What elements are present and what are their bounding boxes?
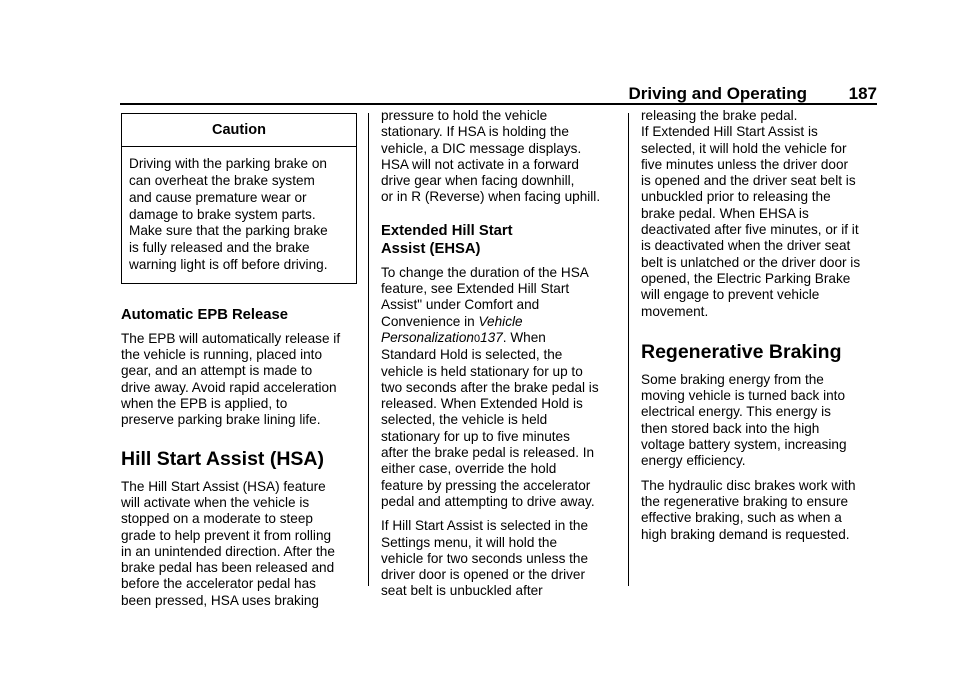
text-line: before the accelerator pedal has <box>121 576 316 592</box>
text-line: Standard Hold is selected, the <box>381 347 563 363</box>
text-line: two seconds after the brake pedal is <box>381 379 599 395</box>
heading-regenerative-braking: Regenerative Braking <box>641 340 842 363</box>
caution-line: damage to brake system parts. <box>129 206 316 222</box>
text-line: after the brake pedal is released. In <box>381 445 595 461</box>
column-3 <box>641 108 881 551</box>
text-line: releasing the brake pedal. <box>641 108 798 123</box>
text-line: five minutes unless the driver door <box>641 156 849 172</box>
text-line: energy efficiency. <box>641 453 746 469</box>
text-line: If Extended Hill Start Assist is <box>641 124 818 140</box>
text-line: deactivated after five minutes, or if it <box>641 222 859 238</box>
text-line: pedal and attempting to drive away. <box>381 493 595 509</box>
text-line: either case, override the hold <box>381 461 557 477</box>
text-line: If Hill Start Assist is selected in the <box>381 518 589 534</box>
text-line: To change the duration of the HSA <box>381 264 589 280</box>
text-line: or in R (Reverse) when facing uphill. <box>381 189 601 205</box>
text-line <box>381 314 621 330</box>
text-line: opened, the Electric Parking Brake <box>641 270 851 286</box>
text-line: gear, and an attempt is made to <box>121 363 313 379</box>
caution-line: is fully released and the brake <box>129 240 310 256</box>
text-line: HSA will not activate in a forward <box>381 156 579 172</box>
text-line: drive gear when facing downhill, <box>381 173 575 189</box>
hsa-paragraph <box>121 479 357 609</box>
text-line: unbuckled prior to releasing the <box>641 189 831 205</box>
vehicle-personalization-link[interactable]: Personalization <box>381 329 474 345</box>
page-number: 187 <box>848 84 877 103</box>
vehicle-personalization-link[interactable]: Vehicle <box>478 313 523 329</box>
text-line: electrical energy. This energy is <box>641 404 831 420</box>
text-line: vehicle for two seconds unless the <box>381 550 589 566</box>
column-divider-left <box>368 113 369 586</box>
text-line: when the EPB is applied, to <box>121 396 288 412</box>
regen-paragraph-1 <box>641 372 881 470</box>
text-line: brake pedal. When EHSA is <box>641 205 809 221</box>
page-reference-link[interactable]: 137 <box>480 329 503 345</box>
text-line: selected, it will hold the vehicle for <box>641 140 847 156</box>
text-line: brake pedal has been released and <box>121 560 335 576</box>
text-line: the vehicle is running, placed into <box>121 347 323 363</box>
caution-line: and cause premature wear or <box>129 189 307 205</box>
text-line: Settings menu, it will hold the <box>381 534 558 550</box>
text-line: feature by pressing the accelerator <box>381 477 591 493</box>
caution-line: warning light is off before driving. <box>129 257 328 273</box>
text-line: seat belt is unbuckled after <box>381 583 543 599</box>
text-line: voltage battery system, increasing <box>641 437 847 453</box>
text-line: vehicle, a DIC message displays. <box>381 140 582 156</box>
text-line: then stored back into the high <box>641 420 820 436</box>
text-line: in an unintended direction. After the <box>121 543 335 559</box>
text-line: preserve parking brake lining life. <box>121 412 321 428</box>
text-line: will engage to prevent vehicle <box>641 287 820 303</box>
text-line: pressure to hold the vehicle <box>381 108 548 123</box>
text-line: is opened and the driver seat belt is <box>641 173 856 189</box>
epb-paragraph <box>121 331 357 429</box>
text-line: selected, the vehicle is held <box>381 412 548 428</box>
ehsa-paragraph-2 <box>381 518 621 599</box>
heading-hill-start-assist: Hill Start Assist (HSA) <box>121 447 324 470</box>
caution-title: Caution <box>122 114 356 147</box>
text-line <box>381 330 621 347</box>
text-line: The hydraulic disc brakes work with <box>641 477 856 493</box>
text-line: vehicle is held stationary for up to <box>381 363 583 379</box>
column-2 <box>381 108 621 600</box>
text-line: stopped on a moderate to steep <box>121 511 313 527</box>
ehsa-paragraph-2-continued <box>641 108 881 320</box>
text-line: released. When Extended Hold is <box>381 396 583 412</box>
text-line: the regenerative braking to ensure <box>641 493 849 509</box>
text-line: Some braking energy from the <box>641 371 824 387</box>
caution-line: can overheat the brake system <box>129 173 315 189</box>
heading-extended-hill-start-assist <box>381 222 621 258</box>
text-line: moving vehicle is turned back into <box>641 388 846 404</box>
text-line: feature, see Extended Hill Start <box>381 281 570 297</box>
heading-automatic-epb-release: Automatic EPB Release <box>121 306 288 323</box>
text-line: stationary. If HSA is holding the <box>381 124 569 140</box>
text-line: The EPB will automatically release if <box>121 330 341 346</box>
hsa-paragraph-continued <box>381 108 621 206</box>
section-title: Driving and Operating <box>628 84 807 103</box>
text-line: drive away. Avoid rapid acceleration <box>121 379 337 395</box>
text-line: will activate when the vehicle is <box>121 494 310 510</box>
text-fragment: . When <box>502 329 546 345</box>
heading-line: Assist (EHSA) <box>381 240 481 257</box>
text-fragment: Convenience in <box>381 313 479 329</box>
regen-paragraph-2 <box>641 478 881 543</box>
header-rule <box>120 103 877 105</box>
heading-line: Extended Hill Start <box>381 222 513 239</box>
text-line: driver door is opened or the driver <box>381 567 586 583</box>
text-line: movement. <box>641 303 709 319</box>
text-line: belt is unlatched or the driver door is <box>641 254 861 270</box>
page-header <box>120 84 877 104</box>
caution-body <box>122 147 356 283</box>
text-line: been pressed, HSA uses braking <box>121 592 319 608</box>
text-line: stationary for up to five minutes <box>381 428 570 444</box>
page-reference-icon: 0 <box>473 332 481 345</box>
caution-box <box>121 113 357 284</box>
column-1 <box>121 108 357 609</box>
caution-line: Driving with the parking brake on <box>129 156 327 172</box>
caution-line: Make sure that the parking brake <box>129 223 328 239</box>
text-line: grade to help prevent it from rolling <box>121 527 332 543</box>
text-line: The Hill Start Assist (HSA) feature <box>121 478 326 494</box>
text-line: Assist" under Comfort and <box>381 297 540 313</box>
ehsa-paragraph-1 <box>381 265 621 510</box>
text-line: high braking demand is requested. <box>641 526 850 542</box>
text-line: effective braking, such as when a <box>641 510 842 526</box>
text-line: is deactivated when the driver seat <box>641 238 851 254</box>
column-divider-right <box>628 113 629 586</box>
